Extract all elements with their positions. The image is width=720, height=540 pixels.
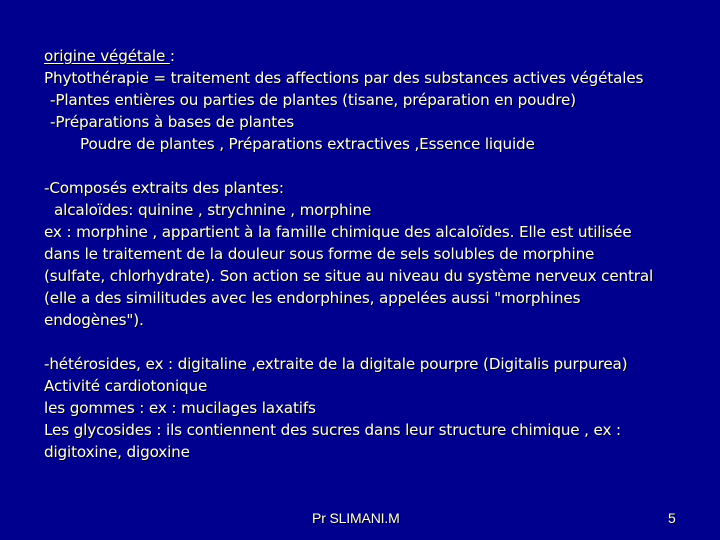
activite-cardiotonique: Activité cardiotonique [44, 377, 208, 395]
phytotherapie-definition: Phytothérapie = traitement des affections par des substances actives végétales [44, 69, 644, 87]
glycosides-line-1: Les glycosides : ils contiennent des sucres dans leur structure chimique , ex : [44, 421, 621, 439]
bullet-plantes-entieres: -Plantes entières ou parties de plantes (tisane, préparation en poudre) [50, 91, 576, 109]
alcaloides-line: alcaloïdes: quinine , strychnine , morphine [54, 201, 372, 219]
footer-author: Pr SLIMANI.M [312, 510, 400, 526]
page-number: 5 [668, 510, 676, 526]
section-heading: origine végétale [44, 47, 170, 65]
bullet-preparations: -Préparations à bases de plantes [50, 113, 295, 131]
spacer [44, 155, 704, 177]
gommes-line: les gommes : ex : mucilages laxatifs [44, 399, 316, 417]
morphine-paragraph-line-1: ex : morphine , appartient à la famille chimique des alcaloïdes. Elle est utilisée [44, 223, 632, 241]
slide-body [44, 45, 704, 463]
heading-line [44, 45, 704, 67]
morphine-paragraph-line-3: (sulfate, chlorhydrate). Son action se situe au niveau du système nerveux central [44, 267, 654, 285]
morphine-paragraph-line-4: (elle a des similitudes avec les endorphines, appelées aussi "morphines [44, 289, 581, 307]
glycosides-line-2: digitoxine, digoxine [44, 443, 190, 461]
morphine-paragraph-line-2: dans le traitement de la douleur sous forme de sels solubles de morphine [44, 245, 595, 263]
spacer [44, 331, 704, 353]
morphine-paragraph-line-5: endogènes"). [44, 311, 144, 329]
section-heading-colon: : [169, 47, 175, 65]
bullet-composes-extraits: -Composés extraits des plantes: [44, 179, 284, 197]
preparations-detail: Poudre de plantes , Préparations extractives ,Essence liquide [80, 135, 535, 153]
bullet-heterosides: -hétérosides, ex : digitaline ,extraite de la digitale pourpre (Digitalis purpurea) [44, 355, 628, 373]
slide-footer [0, 508, 720, 528]
